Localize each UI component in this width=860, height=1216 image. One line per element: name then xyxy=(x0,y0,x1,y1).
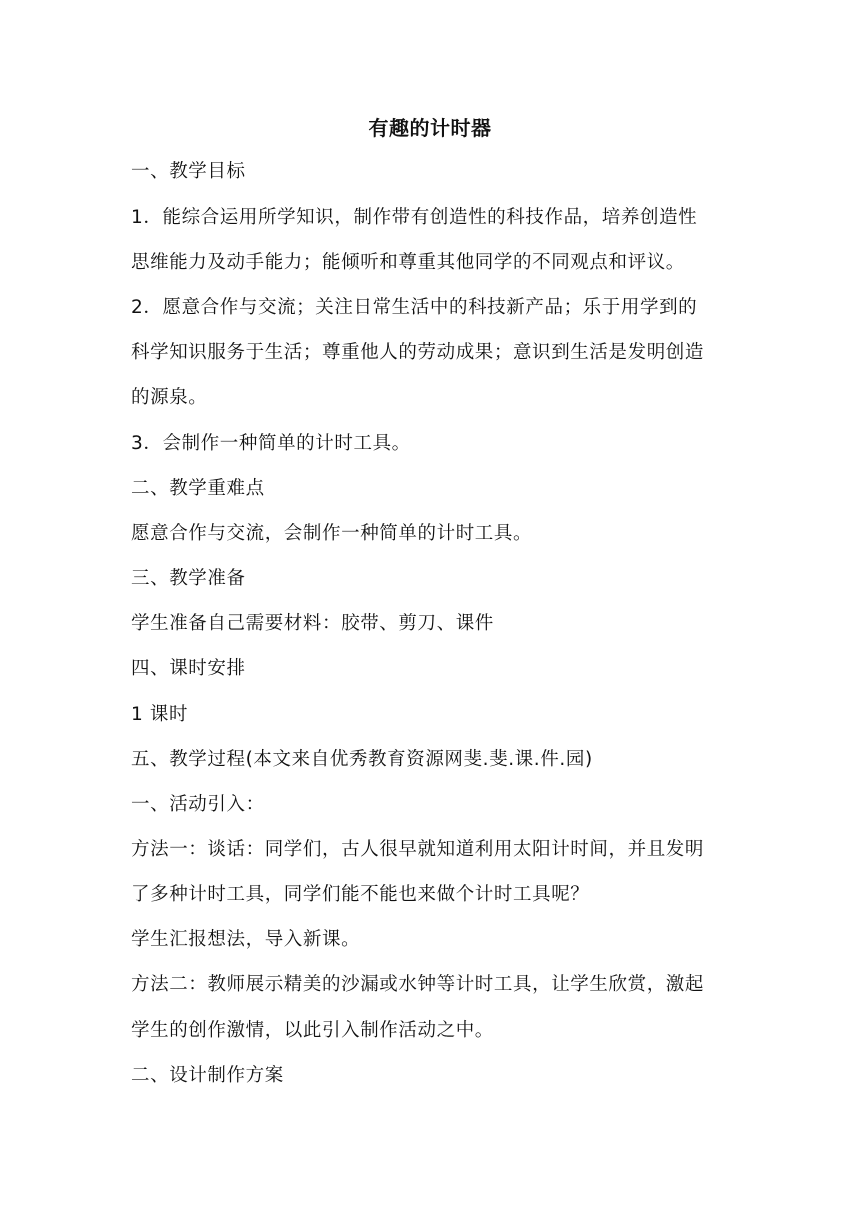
paragraph-line: 3．会制作一种简单的计时工具。 xyxy=(131,433,411,454)
paragraph-line: 学生汇报想法，导入新课。 xyxy=(131,929,361,950)
paragraph-line: 学生准备自己需要材料：胶带、剪刀、课件 xyxy=(131,613,494,634)
section-heading-preparation: 三、教学准备 xyxy=(131,568,246,589)
paragraph-line: 1．能综合运用所学知识，制作带有创造性的科技作品，培养创造性 xyxy=(131,207,698,228)
section-heading-process: 五、教学过程(本文来自优秀教育资源网斐.斐.课.件.园) xyxy=(131,749,593,770)
paragraph-line: 方法一：谈话：同学们，古人很早就知道利用太阳计时间，并且发明 xyxy=(131,839,705,860)
paragraph-line: 方法二：教师展示精美的沙漏或水钟等计时工具，让学生欣赏，激起 xyxy=(131,974,705,995)
section-heading-teaching-goals: 一、教学目标 xyxy=(131,161,246,182)
paragraph-line: 科学知识服务于生活；尊重他人的劳动成果；意识到生活是发明创造 xyxy=(131,342,705,363)
subsection-heading-design: 二、设计制作方案 xyxy=(131,1065,284,1086)
paragraph-line: 了多种计时工具，同学们能不能也来做个计时工具呢？ xyxy=(131,884,590,905)
paragraph-line: 思维能力及动手能力；能倾听和尊重其他同学的不同观点和评议。 xyxy=(131,252,685,273)
subsection-heading-intro: 一、活动引入： xyxy=(131,794,265,815)
document-title: 有趣的计时器 xyxy=(368,116,492,140)
paragraph-line: 学生的创作激情，以此引入制作活动之中。 xyxy=(131,1020,494,1041)
section-heading-key-points: 二、教学重难点 xyxy=(131,478,265,499)
paragraph-line: 的源泉。 xyxy=(131,387,208,408)
paragraph-line: 2．愿意合作与交流；关注日常生活中的科技新产品；乐于用学到的 xyxy=(131,297,698,318)
paragraph-line: 愿意合作与交流，会制作一种简单的计时工具。 xyxy=(131,523,533,544)
paragraph-line: 1 课时 xyxy=(131,704,189,725)
section-heading-schedule: 四、课时安排 xyxy=(131,658,246,679)
